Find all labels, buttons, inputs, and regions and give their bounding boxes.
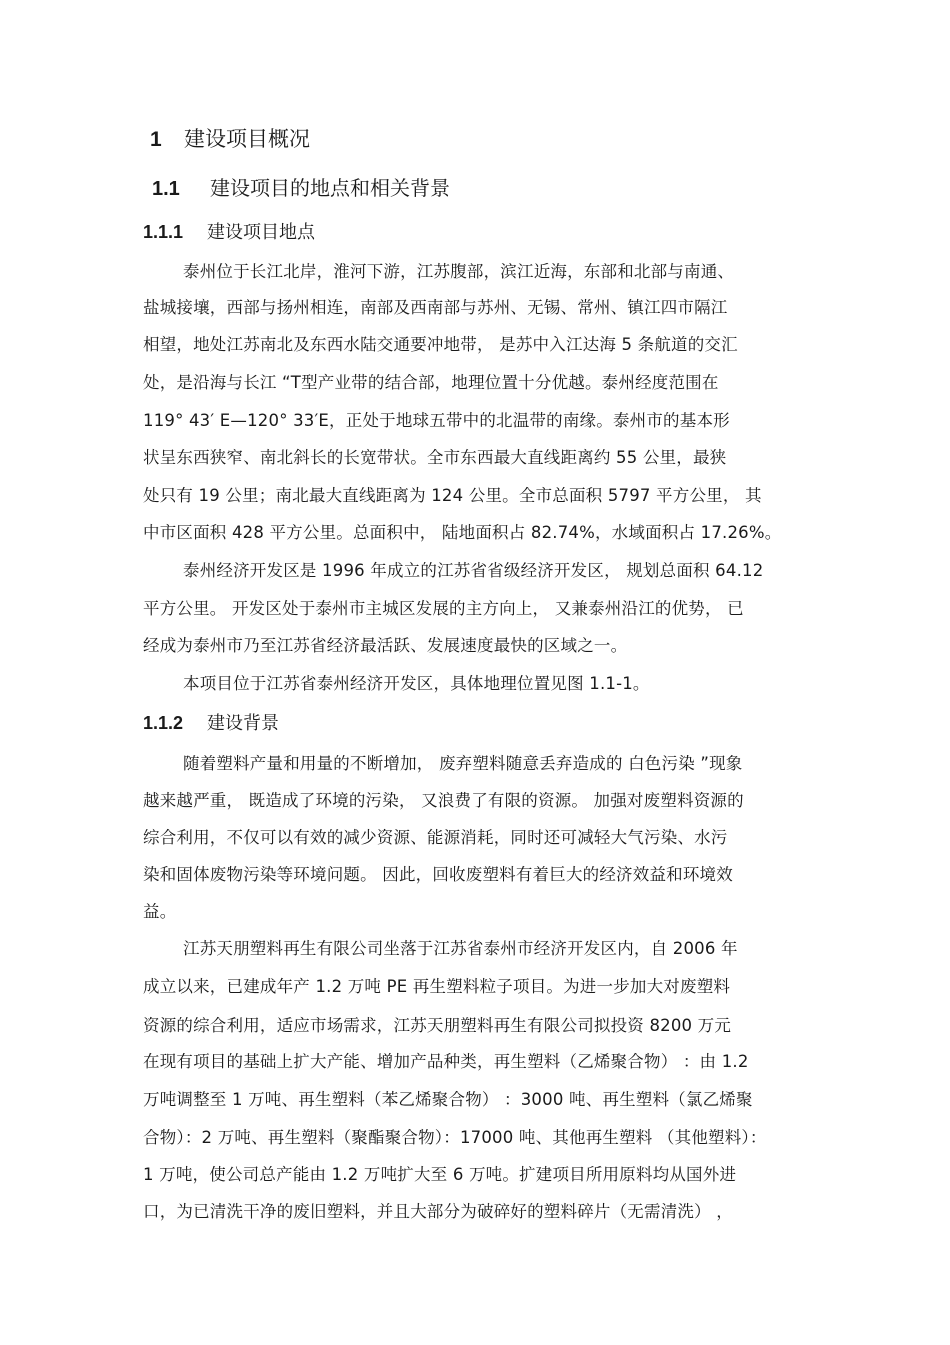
heading-1-number: 1 xyxy=(150,128,162,151)
paragraph-line: 本项目位于江苏省泰州经济开发区，具体地理位置见图 1.1-1。 xyxy=(183,674,650,693)
paragraph-line: 处，是沿海与长江 “T型产业带的结合部，地理位置十分优越。泰州经度范围在 xyxy=(143,373,719,392)
paragraph-line: 染和固体废物污染等环境问题。 因此，回收废塑料有着巨大的经济效益和环境效 xyxy=(143,865,733,884)
paragraph-line: 状呈东西狭窄、南北斜长的长宽带状。全市东西最大直线距离约 55 公里，最狭 xyxy=(143,448,727,467)
paragraph-line: 益。 xyxy=(143,902,177,921)
heading-2-number: 1.1 xyxy=(152,178,180,200)
paragraph-line: 处只有 19 公里；南北最大直线距离为 124 公里。全市总面积 5797 平方公里， 其 xyxy=(143,486,762,505)
paragraph-line: 资源的综合利用，适应市场需求，江苏天朋塑料再生有限公司拟投资 8200 万元 xyxy=(143,1016,732,1035)
heading-3-background xyxy=(143,709,279,735)
paragraph-line: 泰州位于长江北岸，淮河下游，江苏腹部，滨江近海，东部和北部与南通、 xyxy=(183,262,735,281)
heading-1 xyxy=(150,123,310,153)
paragraph-line: 盐城接壤，西部与扬州相连，南部及西南部与苏州、无锡、常州、镇江四市隔江 xyxy=(143,298,728,317)
paragraph-line: 经成为泰州市乃至江苏省经济最活跃、发展速度最快的区域之一。 xyxy=(143,636,628,655)
paragraph-line: 1 万吨，使公司总产能由 1.2 万吨扩大至 6 万吨。扩建项目所用原料均从国外进 xyxy=(143,1165,737,1184)
heading-3-location xyxy=(143,218,315,244)
paragraph-line: 平方公里。 开发区处于泰州市主城区发展的主方向上， 又兼泰州沿江的优势， 已 xyxy=(143,599,744,618)
paragraph-line: 随着塑料产量和用量的不断增加， 废弃塑料随意丢弃造成的 白色污染 ”现象 xyxy=(183,754,743,773)
paragraph-line: 江苏天朋塑料再生有限公司坐落于江苏省泰州市经济开发区内，自 2006 年 xyxy=(183,939,738,958)
heading-1-title: 建设项目概况 xyxy=(184,127,310,151)
paragraph-line: 在现有项目的基础上扩大产能、增加产品种类，再生塑料（乙烯聚合物） ：由 1.2 xyxy=(143,1052,749,1071)
paragraph-line: 综合利用，不仅可以有效的减少资源、能源消耗，同时还可减轻大气污染、水污 xyxy=(143,828,728,847)
paragraph-line: 119° 43′ E—120° 33′E，正处于地球五带中的北温带的南缘。泰州市的基本形 xyxy=(143,411,730,430)
paragraph-line: 合物）：2 万吨、再生塑料（聚酯聚合物）：17000 吨、其他再生塑料 （其他塑料）： xyxy=(143,1128,767,1147)
heading-2-title: 建设项目的地点和相关背景 xyxy=(210,176,450,200)
paragraph-line: 相望，地处江苏南北及东西水陆交通要冲地带， 是苏中入江达海 5 条航道的交汇 xyxy=(143,335,738,354)
paragraph-line: 泰州经济开发区是 1996 年成立的江苏省省级经济开发区， 规划总面积 64.12 xyxy=(183,561,764,580)
heading-3-location-title: 建设项目地点 xyxy=(207,222,315,243)
paragraph-line: 越来越严重， 既造成了环境的污染， 又浪费了有限的资源。 加强对废塑料资源的 xyxy=(143,791,744,810)
heading-3-location-number: 1.1.1 xyxy=(143,222,184,242)
paragraph-line: 万吨调整至 1 万吨、再生塑料（苯乙烯聚合物） ：3000 吨、再生塑料（氯乙烯聚 xyxy=(143,1090,753,1109)
paragraph-line: 口，为已清洗干净的废旧塑料，并且大部分为破碎好的塑料碎片（无需清洗） ， xyxy=(143,1202,733,1221)
paragraph-line: 成立以来，已建成年产 1.2 万吨 PE 再生塑料粒子项目。为进一步加大对废塑料 xyxy=(143,977,731,996)
heading-3-background-number: 1.1.2 xyxy=(143,713,184,733)
heading-2 xyxy=(152,172,450,201)
paragraph-line: 中市区面积 428 平方公里。总面积中， 陆地面积占 82.74%，水域面积占 17.26%。 xyxy=(143,523,782,542)
heading-3-background-title: 建设背景 xyxy=(207,713,279,734)
